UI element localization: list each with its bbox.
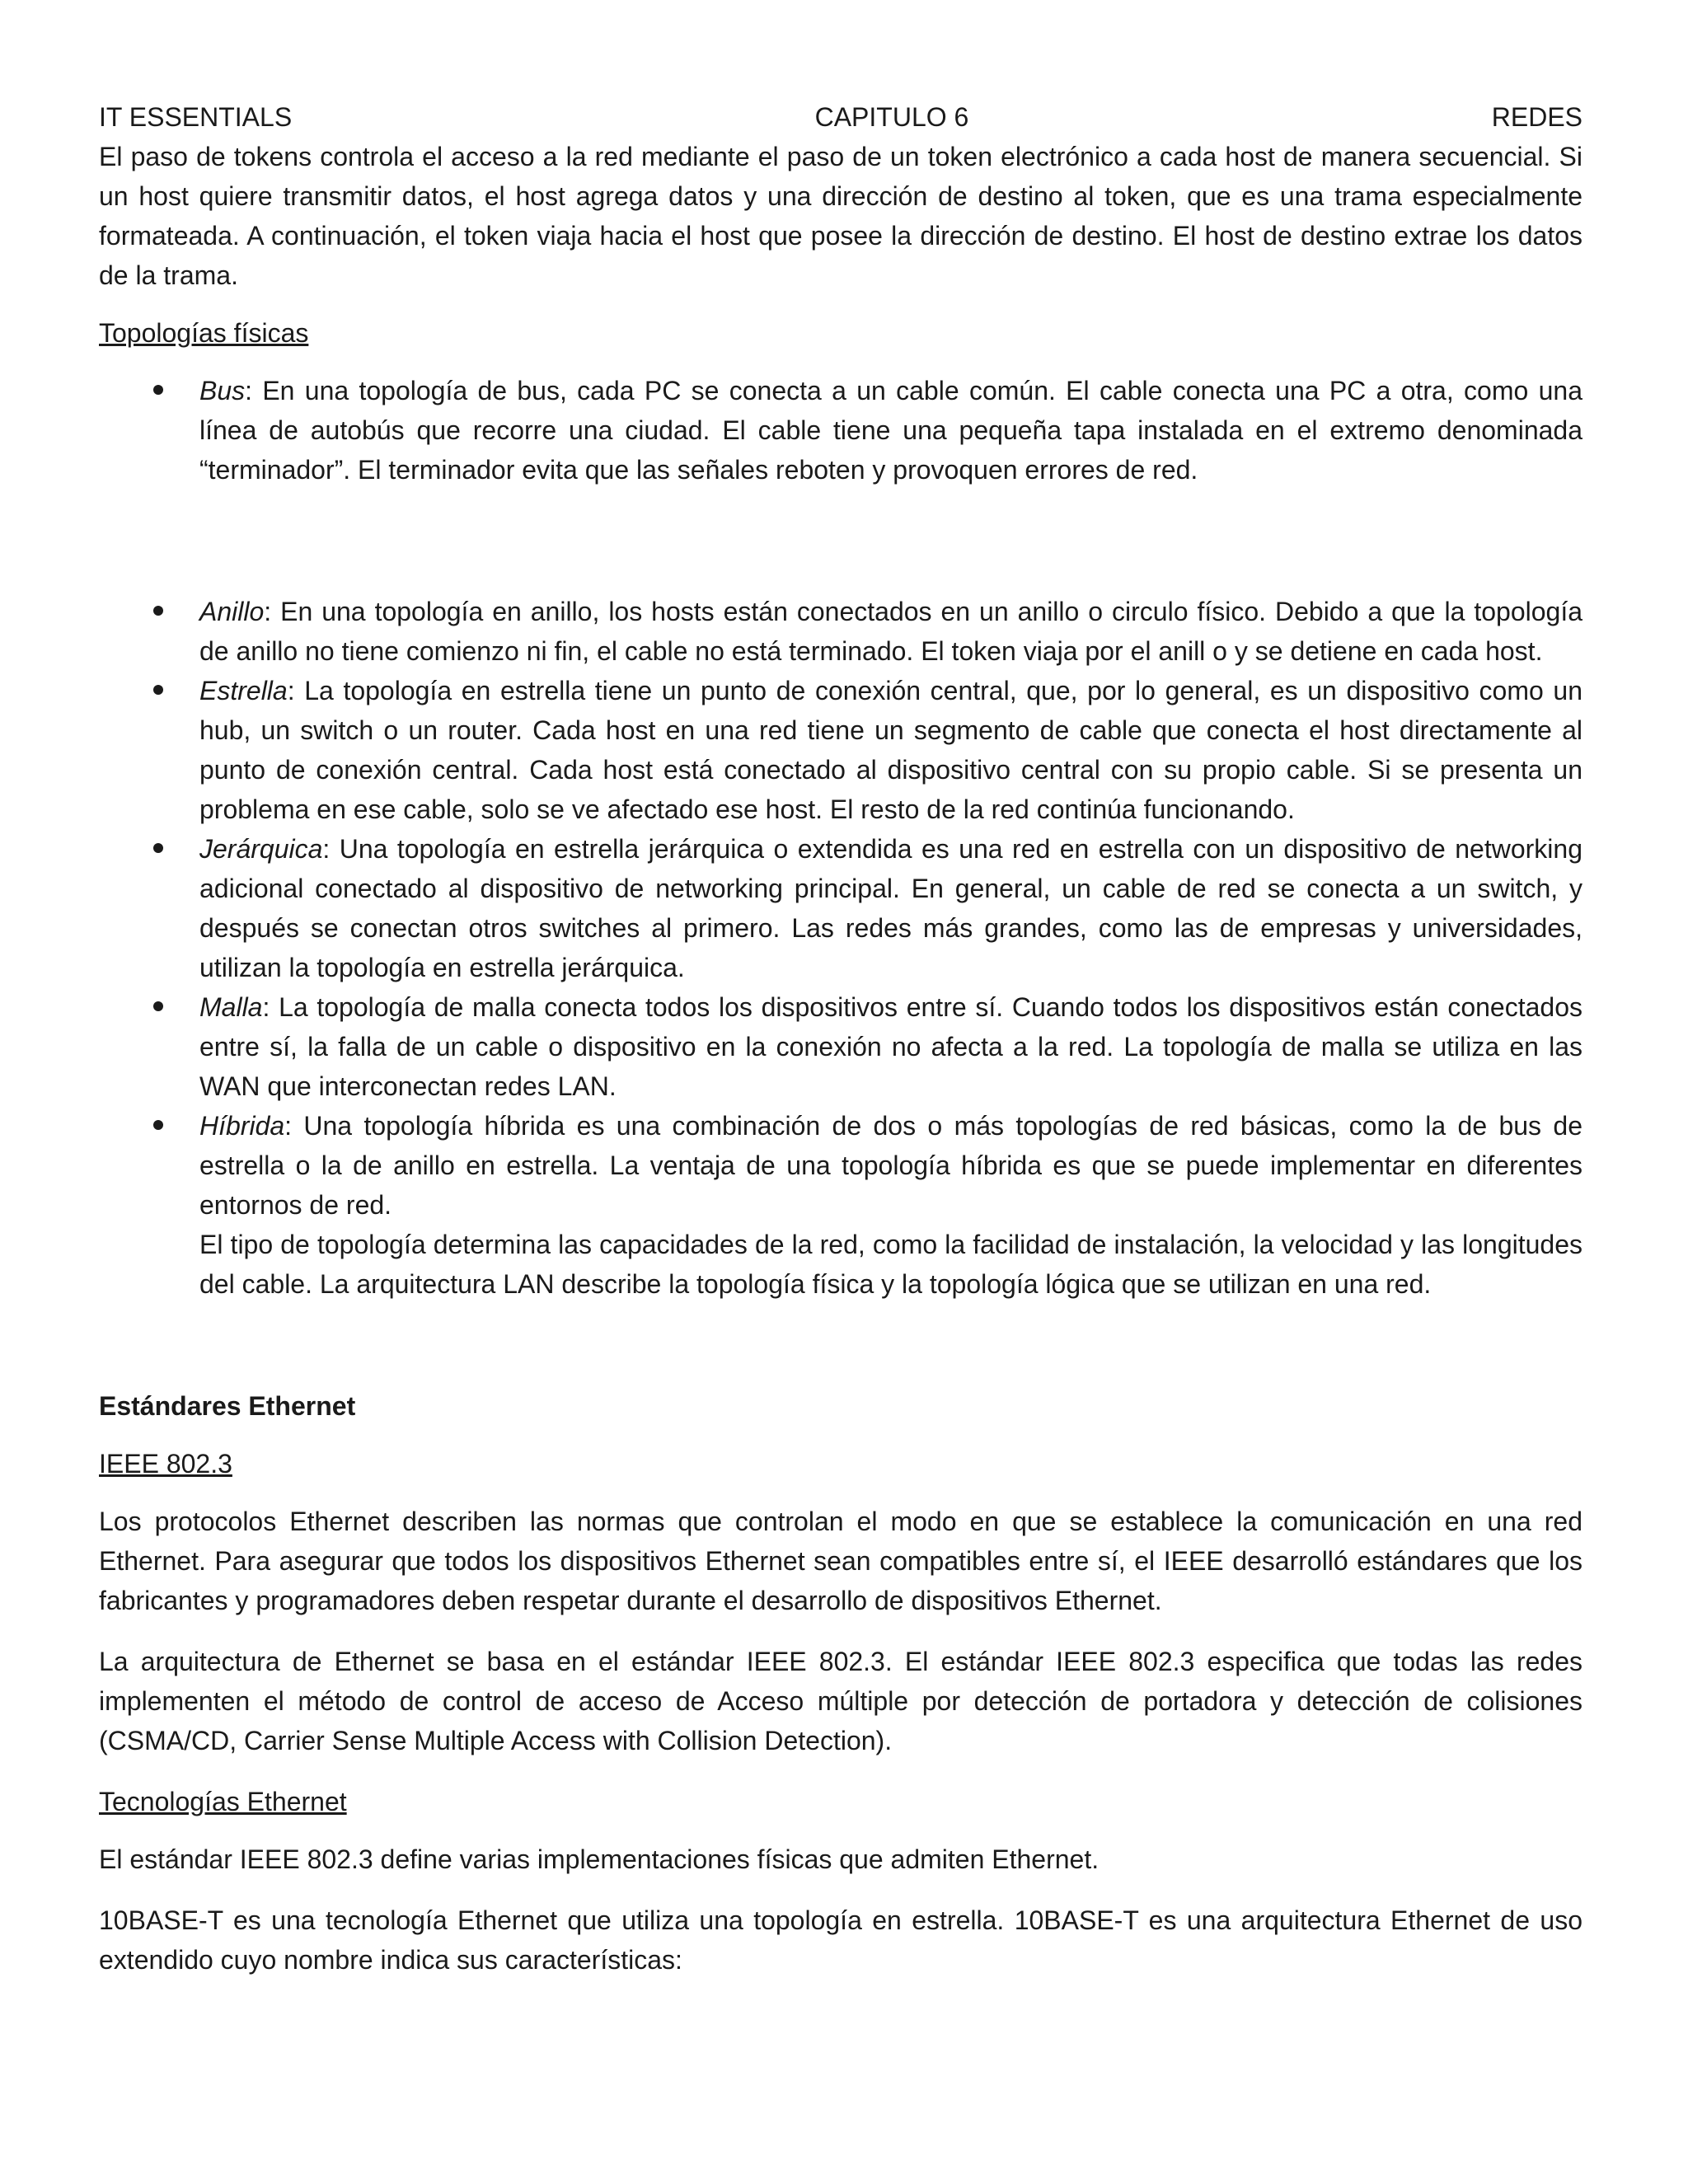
ieee-heading [99, 1444, 1582, 1483]
text-malla: : La topología de malla conecta todos los dispositivos entre sí. Cuando todos los dispositivos están conectados entre sí, la falla de un cable o dispositivo en la conexión no afecta a la red. La topología de malla se utiliza en las WAN que interconectan redes LAN. [199, 992, 1582, 1101]
text-estrella: : La topología en estrella tiene un punto de conexión central, que, por lo general, es un dispositivo como un hub, un switch o un router. Cada host en una red tiene un segmento de cable que conecta el host directamente al punto de conexión central. Cada host está conectado al dispositivo central con su propio cable. Si se presenta un problema en ese cable, solo se ve afectado ese host. El resto de la red continúa funcionando. [199, 676, 1582, 824]
bullet-icon [153, 385, 163, 395]
ethernet-tech-heading [99, 1782, 1582, 1821]
list-item-estrella [99, 671, 1582, 829]
list-item-malla [99, 987, 1582, 1106]
spacer [99, 1304, 1582, 1386]
bullet-icon [153, 843, 163, 853]
header-right: REDES [1491, 102, 1582, 132]
ethernet-tech-heading-text: Tecnologías Ethernet [99, 1787, 347, 1816]
ethernet-paragraph-4: 10BASE-T es una tecnología Ethernet que utiliza una topología en estrella. 10BASE-T es una arquitectura Ethernet de uso extendido cuyo nombre indica sus características: [99, 1905, 1582, 1975]
list-item-anillo [99, 592, 1582, 671]
term-hibrida: Híbrida [199, 1111, 285, 1141]
bullet-icon [153, 1120, 163, 1130]
topology-list [99, 592, 1582, 1225]
ethernet-paragraph-2: La arquitectura de Ethernet se basa en el estándar IEEE 802.3. El estándar IEEE 802.3 especifica que todas las redes implementen el método de control de acceso de Acceso múltiple por detección de portadora y detección de colisiones (CSMA/CD, Carrier Sense Multiple Access with Collision Detection). [99, 1647, 1582, 1755]
header-left: IT ESSENTIALS [99, 102, 293, 132]
bus-list [99, 371, 1582, 490]
bullet-icon [153, 685, 163, 695]
list-item-bus [99, 371, 1582, 490]
physical-topologies-heading-text: Topologías físicas [99, 318, 309, 348]
ethernet-paragraph-1: Los protocolos Ethernet describen las normas que controlan el modo en que se establece la comunicación en una red Ethernet. Para asegurar que todos los dispositivos Ethernet sean compatibles entre sí, el IEEE desarrolló estándares que los fabricantes y programadores deben respetar durante el desarrollo de dispositivos Ethernet. [99, 1507, 1582, 1615]
text-jerarquica: : Una topología en estrella jerárquica o extendida es una red en estrella con un dispositivo de networking adicional conectado al dispositivo de networking principal. En general, un cable de red se conecta a un switch, y después se conectan otros switches al primero. Las redes más grandes, como las de empresas y universidades, utilizan la topología en estrella jerárquica. [199, 834, 1582, 982]
physical-topologies-heading [99, 313, 1582, 353]
topology-closing-paragraph: El tipo de topología determina las capacidades de la red, como la facilidad de instalación, la velocidad y las longitudes del cable. La arquitectura LAN describe la topología física y la topología lógica que se utilizan en una red. [199, 1230, 1582, 1299]
term-estrella: Estrella [199, 676, 288, 705]
text-bus: : En una topología de bus, cada PC se conecta a un cable común. El cable conecta una PC a otra, como una línea de autobús que recorre una ciudad. El cable tiene una pequeña tapa instalada en el extremo denominada “terminador”. El terminador evita que las señales reboten y provoquen errores de red. [199, 376, 1582, 485]
term-bus: Bus [199, 376, 246, 405]
term-anillo: Anillo [199, 597, 265, 626]
term-malla: Malla [199, 992, 263, 1022]
list-item-hibrida [99, 1106, 1582, 1225]
ethernet-paragraph-3: El estándar IEEE 802.3 define varias implementaciones físicas que admiten Ethernet. [99, 1844, 1100, 1874]
document-page [99, 97, 1582, 2001]
list-item-jerarquica [99, 829, 1582, 987]
bullet-icon [153, 606, 163, 616]
term-jerarquica: Jerárquica [199, 834, 323, 864]
page-header [99, 97, 1582, 137]
intro-paragraph: El paso de tokens controla el acceso a la red mediante el paso de un token electrónico a cada host de manera secuencial. Si un host quiere transmitir datos, el host agrega datos y una dirección de destino al token, que es una trama especialmente formateada. A continuación, el token viaja hacia el host que posee la dirección de destino. El host de destino extrae los datos de la trama. [99, 142, 1582, 290]
text-anillo: : En una topología en anillo, los hosts están conectados en un anillo o circulo físico. Debido a que la topología de anillo no tiene comienzo ni fin, el cable no está terminado. El token viaja por el anill o y se detiene en cada host. [199, 597, 1582, 666]
ethernet-standards-heading: Estándares Ethernet [99, 1391, 356, 1421]
header-center: CAPITULO 6 [814, 102, 969, 132]
bullet-icon [153, 1001, 163, 1011]
text-hibrida: : Una topología híbrida es una combinación de dos o más topologías de red básicas, como la de bus de estrella o la de anillo en estrella. La ventaja de una topología híbrida es que se puede implementar en diferentes entornos de red. [199, 1111, 1582, 1220]
spacer [99, 511, 1582, 592]
ieee-heading-text: IEEE 802.3 [99, 1449, 232, 1479]
